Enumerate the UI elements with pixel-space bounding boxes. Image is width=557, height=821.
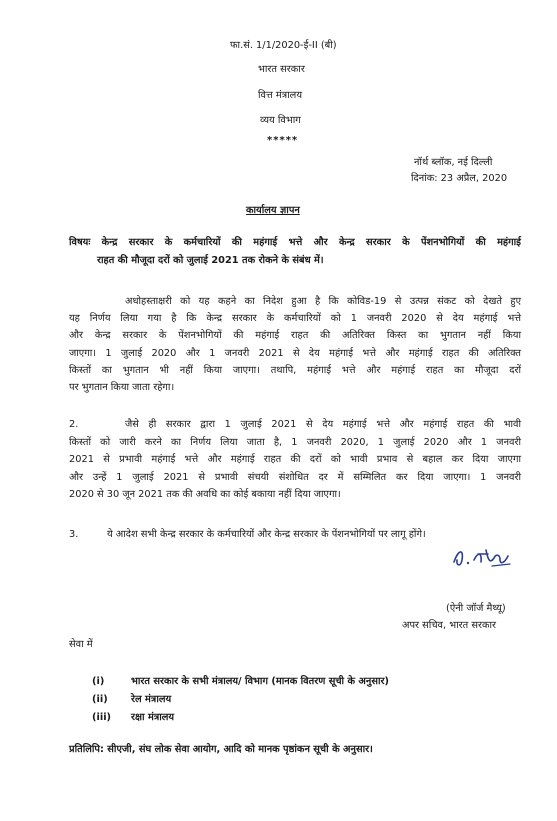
para2-line-1: जैसे ही सरकार द्वारा 1 जुलाई 2021 से देय महंगाई भत्ते और महंगाई राहत की भावी bbox=[125, 419, 521, 430]
para2-line-4: और उन्हें 1 जुलाई 2021 से प्रभावी संचयी संशोधित दर में सम्मिलित कर दिया जाएगा। 1 जनवरी bbox=[69, 472, 521, 483]
copy-to: प्रतिलिपि: सीएजी, संघ लोक सेवा आयोग, आदि को मानक पृष्ठांकन सूची के अनुसार। bbox=[69, 744, 373, 755]
subject-line-2: राहत की मौजूदा दरों को जुलाई 2021 तक रोकने के संबंध में। bbox=[97, 255, 324, 266]
recipient-number: (ii) bbox=[92, 694, 108, 705]
para1-line-1: अधोहस्ताक्षरी को यह कहने का निदेश हुआ है कि कोविड-19 से उत्पन्न संकट को देखते हुए bbox=[125, 296, 521, 307]
recipient-text: रक्षा मंत्रालय bbox=[131, 712, 175, 723]
doc-title: कार्यालय ज्ञापन bbox=[246, 205, 300, 216]
handwritten-signature bbox=[448, 540, 518, 574]
para1-line-4: जाएगा। 1 जुलाई 2020 और 1 जनवरी 2021 से देय महंगाई भत्ते और महंगाई राहत की अतिरिक्त bbox=[69, 348, 521, 359]
department-name: व्यय विभाग bbox=[260, 115, 301, 126]
para2-number: 2. bbox=[69, 419, 79, 430]
recipient-text: रेल मंत्रालय bbox=[131, 694, 172, 705]
separator-stars: ***** bbox=[267, 135, 299, 146]
signatory-name: (ऐनी जॉर्ज मैथ्यू) bbox=[446, 603, 506, 614]
signatory-designation: अपर सचिव, भारत सरकार bbox=[402, 620, 497, 631]
para3-number: 3. bbox=[69, 529, 79, 540]
para3-text: ये आदेश सभी केन्द्र सरकार के कर्मचारियों और केन्द्र सरकार के पेंशनभोगियों पर लागू होंगे। bbox=[107, 529, 426, 540]
place: नॉर्थ ब्लॉक, नई दिल्ली bbox=[414, 157, 493, 168]
para1-line-6: पर भुगतान किया जाता रहेगा। bbox=[69, 382, 175, 393]
para2-line-2: किस्तों को जारी करने का निर्णय लिया जाता है, 1 जनवरी 2020, 1 जुलाई 2020 और 1 जनवरी bbox=[69, 437, 521, 448]
para1-line-5: किस्तों का भुगतान भी नहीं किया जाएगा। तथापि, महंगाई भत्ते और महंगाई राहत का मौजूदा दरों bbox=[69, 365, 521, 376]
date: दिनांक: 23 अप्रैल, 2020 bbox=[411, 173, 508, 184]
ministry-name: वित्त मंत्रालय bbox=[258, 90, 302, 101]
recipient-number: (iii) bbox=[92, 712, 112, 723]
para2-line-3: 2021 से प्रभावी महंगाई भत्ते और महंगाई राहत की दरों को भावी प्रभाव से बहाल कर दिया जाएगा bbox=[69, 454, 521, 465]
to-label: सेवा में bbox=[69, 639, 93, 650]
file-number: फा.सं. 1/1/2020-ई-II (बी) bbox=[230, 40, 337, 51]
govt-name: भारत सरकार bbox=[258, 64, 305, 75]
para1-line-3: और केन्द्र सरकार के पेंशनभोगियों की महंगाई राहत की अतिरिक्त किस्त का भुगतान नहीं किया bbox=[69, 330, 521, 341]
subject-line-1: विषयः केन्द्र सरकार के कर्मचारियों की महंगाई भत्ते और केन्द्र सरकार के पेंशनभोगियों की महंगाई bbox=[69, 237, 521, 248]
recipient-number: (i) bbox=[92, 676, 105, 687]
para1-line-2: यह निर्णय लिया गया है कि केन्द्र सरकार के कर्मचारियों को 1 जनवरी 2020 से देय महंगाई भत्ते bbox=[69, 313, 521, 324]
recipient-text: भारत सरकार के सभी मंत्रालय/ विभाग (मानक वितरण सूची के अनुसार) bbox=[131, 676, 389, 687]
para2-line-5: 2020 से 30 जून 2021 तक की अवधि का कोई बकाया नहीं दिया जाएगा। bbox=[69, 489, 341, 500]
